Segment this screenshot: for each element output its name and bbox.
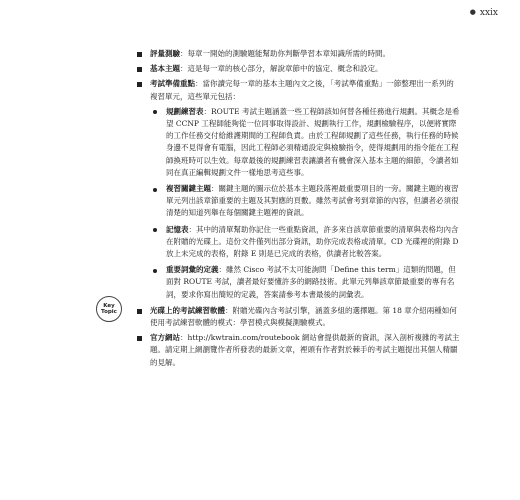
sub-item-memory-tables	[150, 224, 461, 261]
sub-item-text: ：關鍵主題的圖示位於基本主題段落裡最重要項目的一旁。關鍵主題的複習單元列出該章節重要的主題及其對應的頁數。雖然考試會考到章節的內容，但讀者必須很清楚的知道列舉在每個關鍵主題裡的資訊。	[166, 184, 459, 218]
sub-item-term: 重要詞彙的定義	[166, 265, 219, 275]
list-item-assessment	[136, 48, 461, 60]
document-body	[136, 48, 461, 372]
list-item-exam-preparation	[136, 78, 461, 102]
page-number: xxix	[479, 8, 498, 18]
sub-item-term: 記憶表	[166, 224, 189, 234]
sub-item-review-key-topics	[150, 183, 461, 220]
list-item-practice-software	[136, 305, 461, 329]
sub-item-term: 複習關鍵主題	[166, 184, 211, 194]
item-text: ：附贈光碟內含考試引擎，涵蓋多組的選擇題。第 18 章介紹兩種如何使用考試練習軟體的模式：學習模式與模擬測驗模式。	[150, 305, 457, 328]
item-term: 基本主題	[150, 64, 180, 74]
item-text: ：http://kwtrain.com/routebook 網站會提供最新的資訊，深入剖析複雜的考試主題。請定期上網瀏覽作者所發表的最新文章，裡頭有作者對於棘手的考試主題提出其個人精闢的見解。	[150, 333, 460, 367]
item-term: 光碟上的考試練習軟體	[150, 305, 225, 315]
item-text: ：每章一開始的測驗題能幫助你判斷學習本章知識所需的時間。	[180, 49, 390, 58]
key-topic-label: Key Topic	[101, 303, 117, 315]
item-term: 考試準備重點	[150, 79, 195, 89]
sub-item-text: ：雖然 Cisco 考試不太可能詢問「Define this term」這類的問題，但面對 ROUTE 考試，讀者最好要懂許多的網路技術。此單元列舉該章節最重要的專有名詞，要求你寫出簡短的定義，答案請參考本書最後的詞彙表。	[166, 265, 456, 299]
key-topic-icon	[96, 296, 122, 322]
list-item-official-website	[136, 332, 461, 369]
sub-item-key-terms	[150, 264, 461, 301]
list-item-foundation-topics	[136, 63, 461, 75]
item-text: ：這是每一章的核心部分，解說章節中的協定、概念和設定。	[180, 64, 383, 74]
sub-item-term: 規劃練習表	[166, 106, 204, 116]
item-term: 官方網站	[150, 333, 180, 343]
sub-item-text: ：ROUTE 考試主題涵蓋一些工程師該如何替各種任務進行規劃。其概念是希望 CCNP 工程師能夠從一位同事取得設計、規劃執行工作，規劃檢驗程序，以便將實際的工作任務交付給維護期間的工程師負責。由於工程師規劃了這些任務，執行任務的時候身邊不見得會有電腦，因此工程師必須精通設定與檢驗指令，使得規劃用的指令能在工程師換班時可以生效。每章最後的規劃練習表讓讀者有機會深入基本主題的細節，令讀者如同在真正編輯規劃文件一樣地思考這些事。	[166, 106, 460, 177]
item-term: 評量測驗	[150, 49, 180, 58]
bullet-icon: ●	[469, 8, 476, 16]
page-header	[470, 8, 498, 18]
sub-item-planning-practice	[150, 106, 461, 179]
sub-item-text: ：其中的清單幫助你記住一些重點資訊，許多來自該章節重要的清單與表格均內含在附贈的光碟上。這份文件僅列出部分資訊，助你完成表格或清單。CD 光碟裡的附錄 D 放上未完成的表格，附錄 E 則是已完成的表格，供讀者比較答案。	[166, 224, 459, 259]
item-text: ：當你讀完每一章的基本主題內文之後，「考試準備重點」一節整理出一系列的複習單元，這些單元包括：	[150, 79, 454, 101]
